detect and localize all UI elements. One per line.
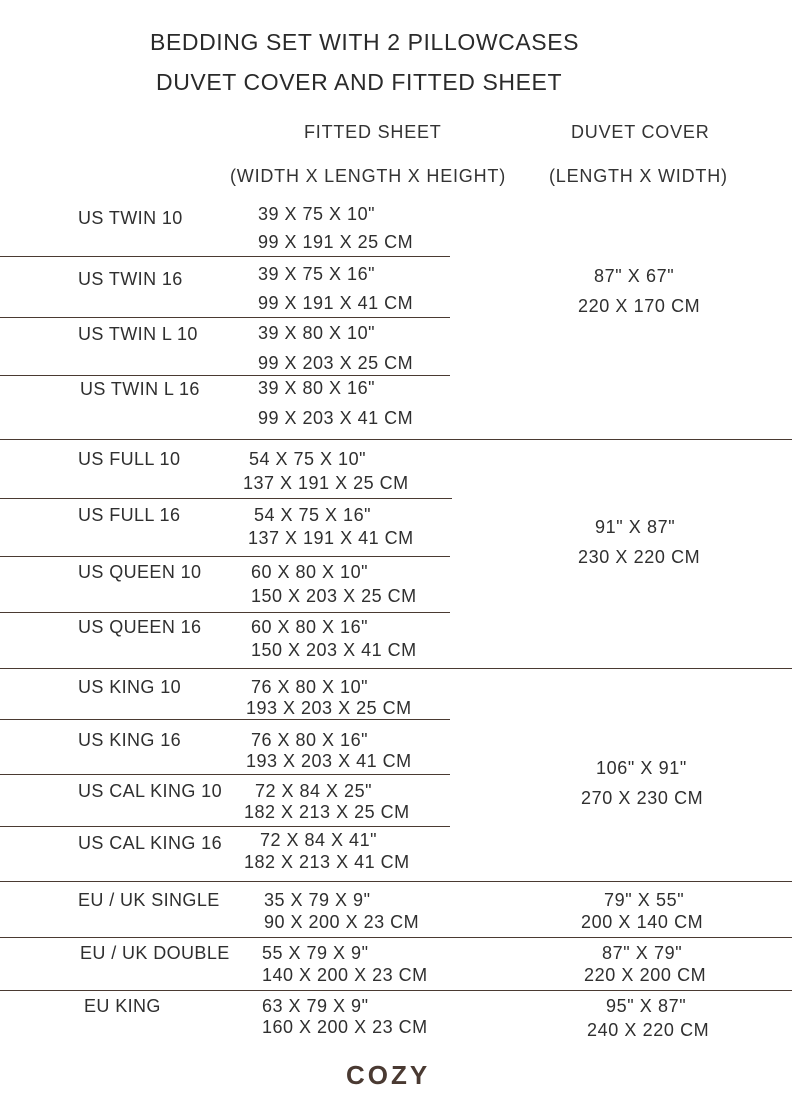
- fitted-cm: 150 X 203 X 41 CM: [251, 640, 417, 660]
- duvet-inches: 87" X 79": [602, 943, 683, 963]
- fitted-cm: 99 X 191 X 41 CM: [258, 293, 414, 313]
- size-label: US QUEEN 16: [78, 617, 202, 637]
- fitted-inches: 76 X 80 X 16": [251, 730, 368, 750]
- row-divider: [0, 612, 450, 613]
- size-label: US KING 10: [78, 677, 182, 697]
- brand-logo: COZY: [346, 1060, 431, 1090]
- fitted-inches: 35 X 79 X 9": [264, 890, 371, 910]
- fitted-cm: 193 X 203 X 41 CM: [246, 751, 412, 771]
- row-divider: [0, 719, 450, 720]
- title-line-1: BEDDING SET WITH 2 PILLOWCASES: [150, 29, 580, 55]
- size-label: US FULL 16: [78, 505, 181, 525]
- group-divider: [0, 937, 792, 938]
- group-divider: [0, 668, 792, 669]
- fitted-sheet-subheader: (WIDTH X LENGTH X HEIGHT): [230, 166, 506, 186]
- duvet-cover-header: DUVET COVER: [571, 122, 710, 142]
- fitted-inches: 76 X 80 X 10": [251, 677, 368, 697]
- fitted-cm: 137 X 191 X 41 CM: [248, 528, 414, 548]
- fitted-cm: 99 X 191 X 25 CM: [258, 232, 414, 252]
- fitted-cm: 99 X 203 X 41 CM: [258, 408, 414, 428]
- size-label: US TWIN 10: [78, 208, 183, 228]
- row-divider: [0, 375, 450, 376]
- fitted-sheet-header: FITTED SHEET: [304, 122, 442, 142]
- fitted-cm: 90 X 200 X 23 CM: [264, 912, 420, 932]
- fitted-cm: 140 X 200 X 23 CM: [262, 965, 428, 985]
- duvet-inches: 95" X 87": [606, 996, 687, 1016]
- fitted-inches: 60 X 80 X 10": [251, 562, 368, 582]
- fitted-cm: 193 X 203 X 25 CM: [246, 698, 412, 718]
- duvet-inches: 87" X 67": [594, 266, 675, 286]
- fitted-cm: 182 X 213 X 41 CM: [244, 852, 410, 872]
- row-divider: [0, 256, 450, 257]
- fitted-inches: 72 X 84 X 41": [260, 830, 377, 850]
- fitted-inches: 60 X 80 X 16": [251, 617, 368, 637]
- group-divider: [0, 990, 792, 991]
- duvet-cm: 270 X 230 CM: [581, 788, 704, 808]
- fitted-inches: 54 X 75 X 10": [249, 449, 366, 469]
- fitted-cm: 182 X 213 X 25 CM: [244, 802, 410, 822]
- size-label: EU KING: [84, 996, 161, 1016]
- row-divider: [0, 317, 450, 318]
- group-divider: [0, 439, 792, 440]
- duvet-cm: 220 X 200 CM: [584, 965, 707, 985]
- fitted-cm: 150 X 203 X 25 CM: [251, 586, 417, 606]
- fitted-inches: 39 X 80 X 16": [258, 378, 375, 398]
- duvet-inches: 79" X 55": [604, 890, 685, 910]
- duvet-cm: 220 X 170 CM: [578, 296, 701, 316]
- fitted-inches: 72 X 84 X 25": [255, 781, 372, 801]
- duvet-inches: 91" X 87": [595, 517, 676, 537]
- fitted-inches: 55 X 79 X 9": [262, 943, 369, 963]
- fitted-inches: 39 X 75 X 10": [258, 204, 375, 224]
- fitted-inches: 39 X 75 X 16": [258, 264, 375, 284]
- fitted-inches: 63 X 79 X 9": [262, 996, 369, 1016]
- fitted-cm: 137 X 191 X 25 CM: [243, 473, 409, 493]
- title-line-2: DUVET COVER AND FITTED SHEET: [156, 69, 563, 95]
- row-divider: [0, 826, 450, 827]
- size-label: EU / UK SINGLE: [78, 890, 220, 910]
- fitted-cm: 160 X 200 X 23 CM: [262, 1017, 428, 1037]
- size-label: US CAL KING 10: [78, 781, 222, 801]
- row-divider: [0, 498, 452, 499]
- duvet-cm: 230 X 220 CM: [578, 547, 701, 567]
- fitted-inches: 39 X 80 X 10": [258, 323, 375, 343]
- size-label: US KING 16: [78, 730, 182, 750]
- size-label: US FULL 10: [78, 449, 181, 469]
- duvet-cm: 240 X 220 CM: [587, 1020, 710, 1040]
- size-label: US TWIN 16: [78, 269, 183, 289]
- size-label: US TWIN L 10: [78, 324, 198, 344]
- duvet-cm: 200 X 140 CM: [581, 912, 704, 932]
- size-label: US TWIN L 16: [80, 379, 200, 399]
- size-label: US QUEEN 10: [78, 562, 202, 582]
- duvet-cover-subheader: (LENGTH X WIDTH): [549, 166, 728, 186]
- row-divider: [0, 556, 450, 557]
- size-label: US CAL KING 16: [78, 833, 222, 853]
- fitted-inches: 54 X 75 X 16": [254, 505, 371, 525]
- size-label: EU / UK DOUBLE: [80, 943, 230, 963]
- fitted-cm: 99 X 203 X 25 CM: [258, 353, 414, 373]
- group-divider: [0, 881, 792, 882]
- duvet-inches: 106" X 91": [596, 758, 687, 778]
- row-divider: [0, 774, 450, 775]
